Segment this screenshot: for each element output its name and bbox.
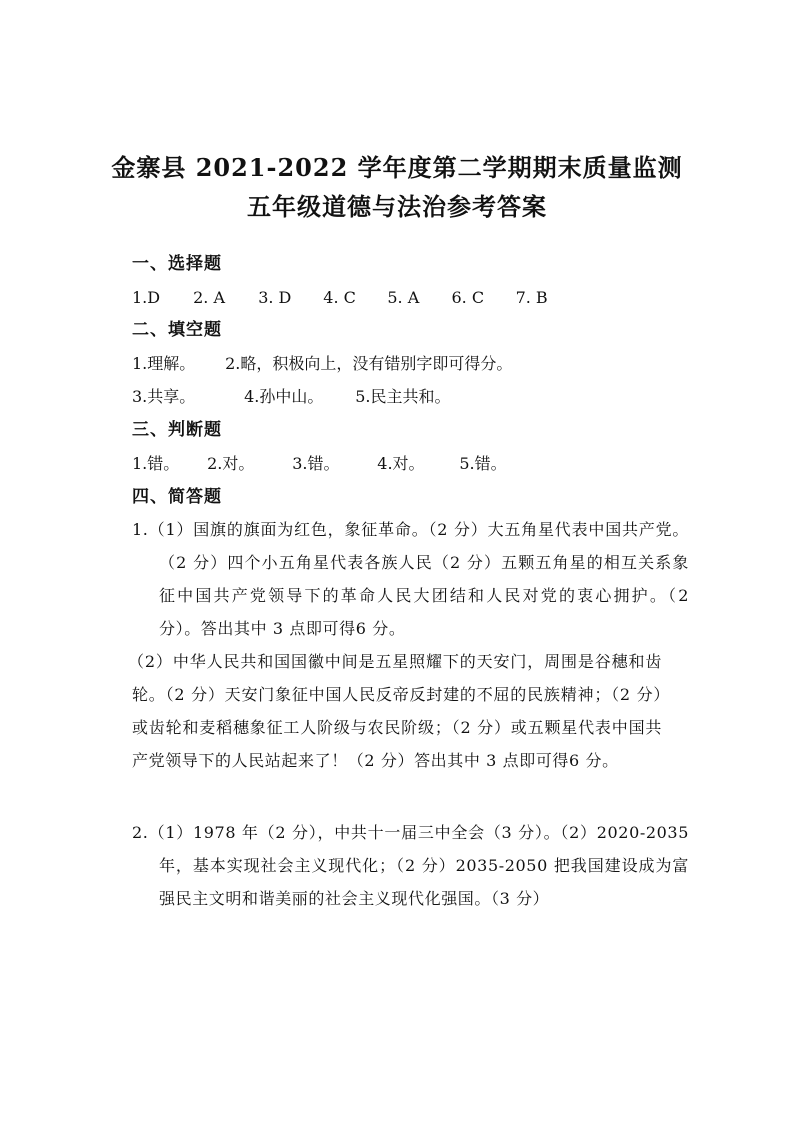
document-title-line-1: 金寨县 2021-2022 学年度第二学期期末质量监测 <box>111 153 683 182</box>
short-answer-1-part-1: 1.（1）国旗的旗面为红色，象征革命。（2 分）大五角星代表中国共产党。（2 分）四个小五角星代表各族人民（2 分）五颗五角星的相互关系象征中国共产党领导下的革命人民大团结和人民对党的衷心拥护。（2 分）。答出其中 3 点即可得6 分。 <box>132 520 689 638</box>
fill-answer: 4.孙中山。 <box>244 387 324 406</box>
short-answer-1-part-2: （2）中华人民共和国国徽中间是五星照耀下的天安门，周围是谷穗和齿轮。（2 分）天安门象征中国人民反帝反封建的不屈的民族精神；（2 分）或齿轮和麦稻穗象征工人阶级与农民阶级；（2 分）或五颗星代表中国共产党领导下的人民站起来了！（2 分）答出其中 3 点即可得6 分。 <box>128 652 662 770</box>
fill-answer: 2.略，积极向上，没有错别字即可得分。 <box>225 354 513 373</box>
choice-answer: 7. B <box>515 288 548 307</box>
judge-answer: 4.对。 <box>377 454 425 473</box>
judge-answer: 1.错。 <box>132 454 180 473</box>
section-heading-short: 四、简答题 <box>132 487 222 507</box>
choice-answer: 2. A <box>193 288 225 307</box>
choice-answer: 3. D <box>258 288 292 307</box>
fill-answers-row-2 <box>132 387 450 407</box>
choice-answers-row <box>132 288 548 308</box>
section-heading-judge: 三、判断题 <box>132 420 222 440</box>
choice-answer: 4. C <box>323 288 356 307</box>
judge-answers-row <box>132 454 507 474</box>
choice-answer: 6. C <box>451 288 485 307</box>
fill-answer: 3.共享。 <box>132 387 196 406</box>
choice-answer: 1.D <box>132 288 161 307</box>
judge-answer: 2.对。 <box>207 454 255 473</box>
document-title-line-2: 五年级道德与法治参考答案 <box>247 192 547 221</box>
short-answer-2: 2.（1）1978 年（2 分），中共十一届三中全会（3 分）。（2）2020-2035 年，基本实现社会主义现代化；（2 分）2035-2050 把我国建设成为富强民主文明和谐美丽的社会主义现代化强国。（3 分） <box>132 823 689 908</box>
section-heading-choice: 一、选择题 <box>132 254 222 274</box>
section-heading-fill: 二、填空题 <box>132 320 222 340</box>
fill-answer: 5.民主共和。 <box>355 387 451 406</box>
judge-answer: 3.错。 <box>292 454 340 473</box>
judge-answer: 5.错。 <box>459 454 507 473</box>
choice-answer: 5. A <box>387 288 420 307</box>
fill-answers-row-1 <box>132 354 512 374</box>
fill-answer: 1.理解。 <box>132 354 196 373</box>
